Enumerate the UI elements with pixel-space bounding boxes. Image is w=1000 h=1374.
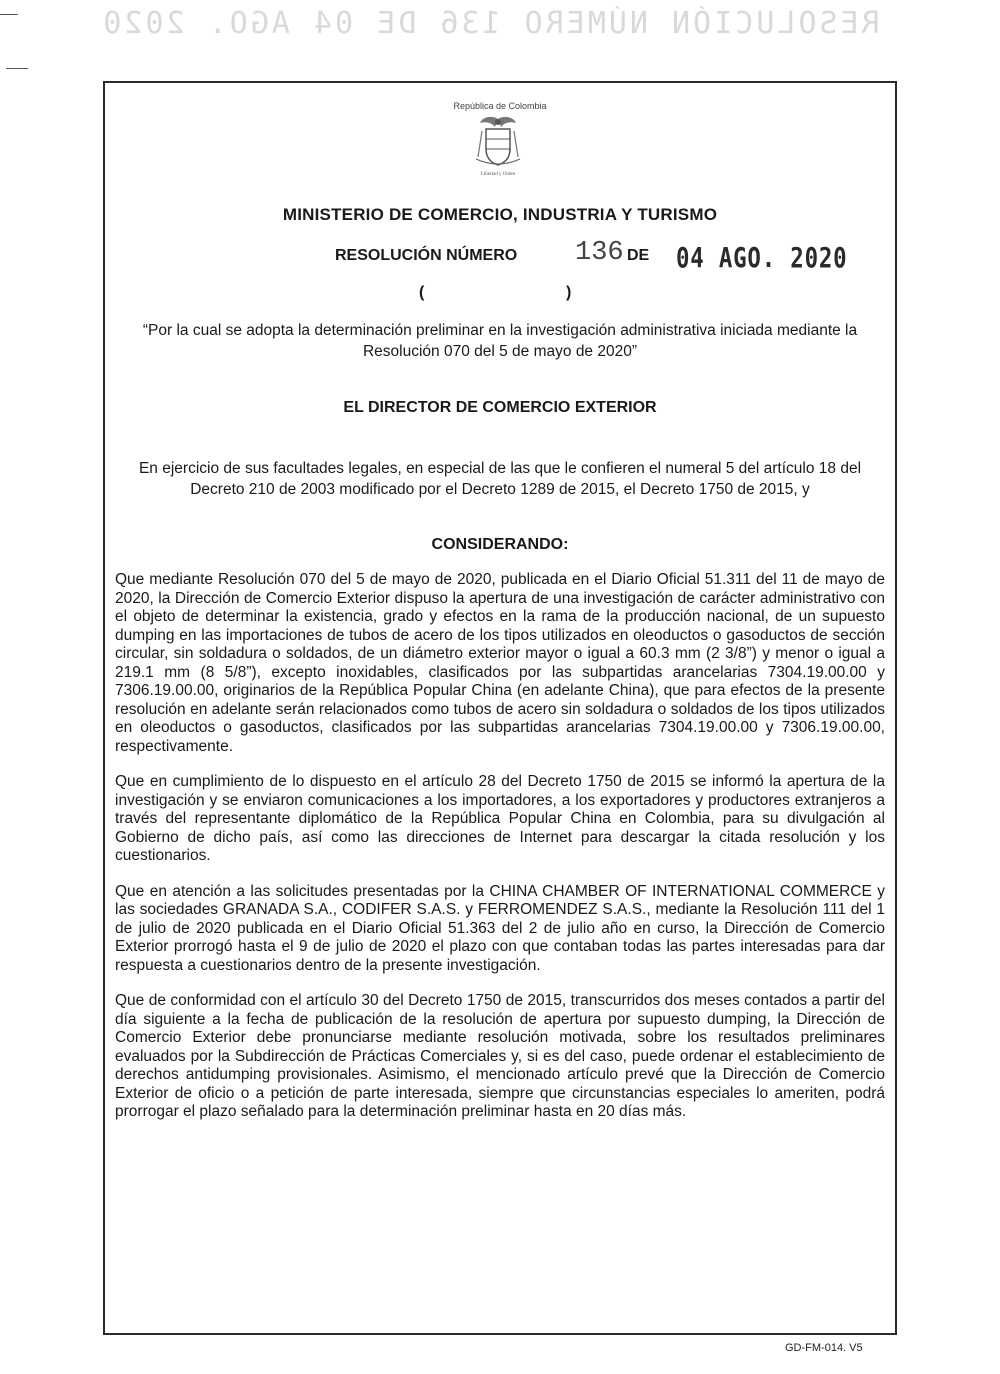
coat-of-arms-icon (468, 113, 528, 177)
republic-label: República de Colombia (453, 101, 547, 111)
ministry-title: MINISTERIO DE COMERCIO, INDUSTRIA Y TURISMO (282, 205, 718, 224)
considerando-heading: CONSIDERANDO: (431, 536, 569, 553)
resolution-subject: “Por la cual se adopta la determinación preliminar en la investigación administrativa iniciada mediante la Resolución 070 del 5 de mayo de 2020” (142, 322, 858, 360)
resolution-number: 136 (575, 238, 624, 268)
date-de-label: DE (627, 247, 650, 264)
seal-motto: Libertad y Orden (480, 172, 516, 177)
scan-mark (0, 14, 18, 15)
resolution-date-stamp: 04 AGO. 2020 (676, 241, 848, 274)
paragraph: Que de conformidad con el artículo 30 del Decreto 1750 de 2015, transcurridos dos meses contados a partir del día siguiente a la fecha de publicación de la resolución de apertura por supuesto dumping, la Dirección de Comercio Exterior debe pronunciarse mediante resolución motivada, sobre los resultados preliminares evaluados por la Subdirección de Prácticas Comerciales y, si es del caso, puede ordenar el establecimiento de derechos antidumping provisionales. Asimismo, el mencionado artículo prevé que la Dirección de Comercio Exterior de oficio o a petición de parte interesada, siempre que circunstancias especiales lo ameriten, podrá prorrogar el plazo señalado para la determinación preliminar hasta en 20 días más. (115, 992, 885, 1120)
paren-open: ( (419, 284, 425, 301)
paren-close: ) (566, 284, 572, 301)
scan-mark (6, 68, 28, 69)
issuer-title: EL DIRECTOR DE COMERCIO EXTERIOR (343, 399, 657, 416)
form-code: GD-FM-014. V5 (785, 1342, 863, 1354)
preamble: En ejercicio de sus facultades legales, en especial de las que le confieren el numeral 5 del artículo 18 del Decreto 210 de 2003 modificado por el Decreto 1289 de 2015, el Decreto 1750 de 2015, y (138, 460, 862, 498)
paragraph: Que en atención a las solicitudes presentadas por la CHINA CHAMBER OF INTERNATIONAL COMMERCE y las sociedades GRANADA S.A., CODIFER S.A.S. y FERROMENDEZ S.A.S., mediante la Resolución 111 del 1 de julio de 2020 publicada en el Diario Oficial 51.363 del 2 de julio año en curso, la Dirección de Comercio Exterior prorrogó hasta el 9 de julio de 2020 el plazo con que contaban todas las partes interesadas para dar respuesta a cuestionarios dentro de la presente investigación. (115, 882, 885, 974)
resolution-label: RESOLUCIÓN NÚMERO (335, 247, 518, 264)
bleed-through-text: RESOLUCIÓN NÚMERO 136 DE 04 AGO. 2020 (100, 6, 880, 41)
considerations-body (115, 571, 885, 1139)
paragraph: Que mediante Resolución 070 del 5 de mayo de 2020, publicada en el Diario Oficial 51.311 del 11 de mayo de 2020, la Dirección de Comercio Exterior dispuso la apertura de una investigación de carácter administrativo con el objeto de determinar la existencia, grado y efectos en la rama de la producción nacional, de un supuesto dumping en las importaciones de tubos de acero de los tipos utilizados en oleoductos o gasoductos de sección circular, sin soldadura o soldados, de un diámetro exterior mayor o igual a 60.3 mm (2 3/8”) y menor o igual a 219.1 mm (8 5/8”), excepto inoxidables, clasificados por las subpartidas arancelarias 7304.19.00.00 y 7306.19.00.00, originarios de la República Popular China (en adelante China), que para efectos de la presente resolución en adelante serán relacionados como tubos de acero sin soldadura o soldados de los tipos utilizados en oleoductos o gasoductos, clasificados por las subpartidas arancelarias 7304.19.00.00 y 7306.19.00.00, respectivamente. (115, 571, 885, 755)
paragraph: Que en cumplimiento de lo dispuesto en el artículo 28 del Decreto 1750 de 2015 se informó la apertura de la investigación y se enviaron comunicaciones a los importadores, a los exportadores y productores extranjeros a través del representante diplomático de la República Popular China en Colombia, para su divulgación al Gobierno de dicho país, así como las direcciones de Internet para descargar la citada resolución y los cuestionarios. (115, 773, 885, 864)
